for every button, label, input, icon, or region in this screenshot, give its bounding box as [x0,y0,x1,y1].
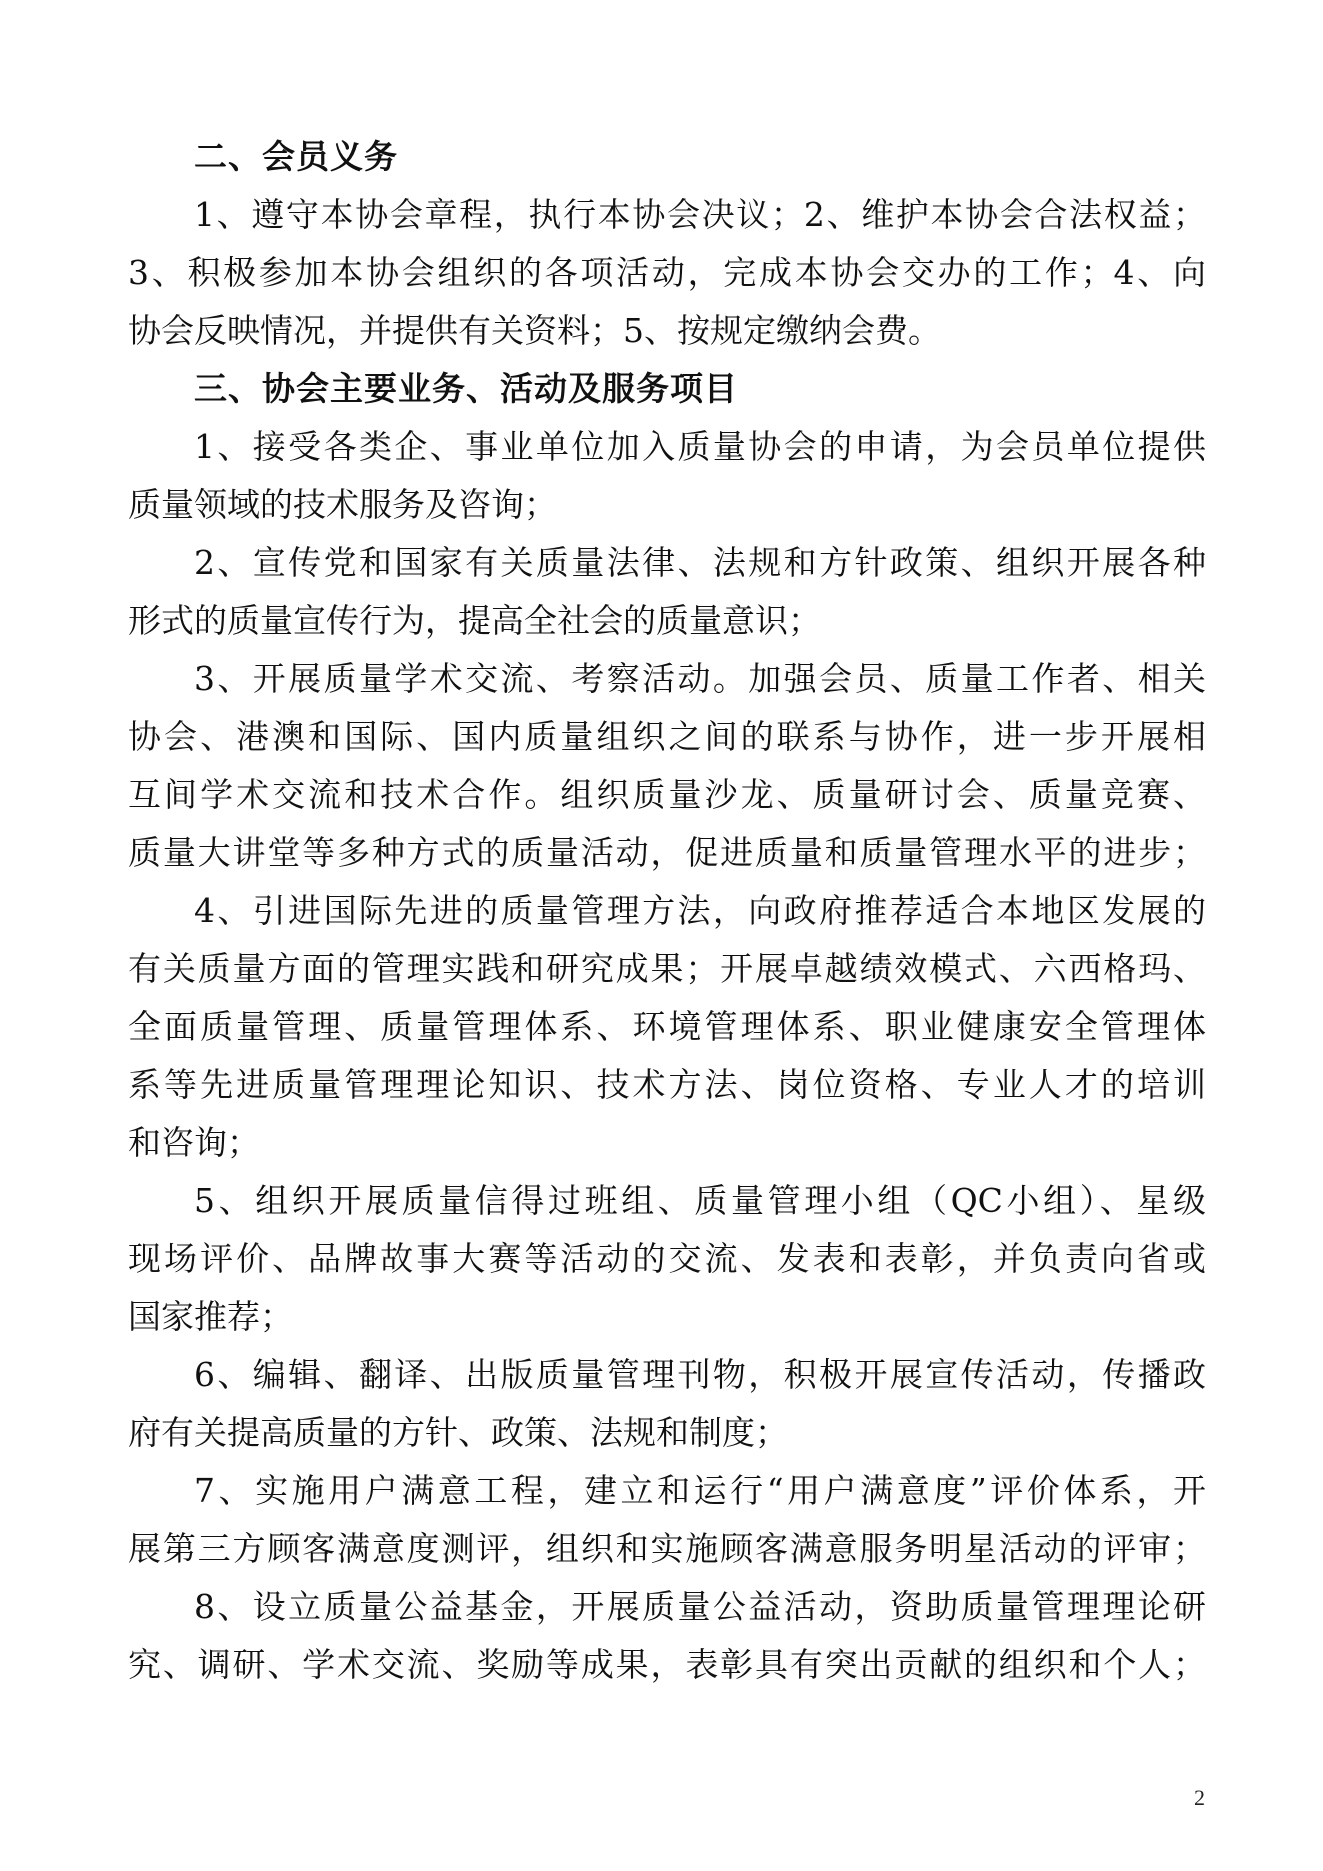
text-line: 府有关提高质量的方针、政策、法规和制度； [128,1413,788,1452]
text-line: 协会反映情况，并提供有关资料；5、按规定缴纳会费。 [128,311,941,350]
text-line: 有关质量方面的管理实践和研究成果；开展卓越绩效模式、六西格玛、 [128,949,1206,988]
list-item-1 [128,418,1206,534]
text-line: 3、积极参加本协会组织的各项活动，完成本协会交办的工作；4、向 [128,253,1206,292]
list-item-7 [128,1462,1206,1578]
text-line: 展第三方顾客满意度测评，组织和实施顾客满意服务明星活动的评审； [128,1529,1206,1568]
text-line: 5、组织开展质量信得过班组、质量管理小组（QC小组）、星级 [194,1181,1206,1220]
text-line: 协会、港澳和国际、国内质量组织之间的联系与协作，进一步开展相 [128,717,1206,756]
text-line: 7、实施用户满意工程，建立和运行“用户满意度”评价体系，开 [194,1471,1206,1510]
text-line: 互间学术交流和技术合作。组织质量沙龙、质量研讨会、质量竞赛、 [128,775,1206,814]
text-line: 6、编辑、翻译、出版质量管理刊物，积极开展宣传活动，传播政 [194,1355,1206,1394]
text-line: 质量领域的技术服务及咨询； [128,485,557,524]
text-line: 质量大讲堂等多种方式的质量活动，促进质量和质量管理水平的进步； [128,833,1206,872]
section-heading-main-business: 三、协会主要业务、活动及服务项目 [194,369,738,408]
paragraph-member-obligations [128,186,1206,360]
list-item-6 [128,1346,1206,1462]
text-line: 8、设立质量公益基金，开展质量公益活动，资助质量管理理论研 [194,1587,1206,1626]
text-line: 形式的质量宣传行为，提高全社会的质量意识； [128,601,821,640]
text-line: 1、遵守本协会章程，执行本协会决议；2、维护本协会合法权益； [194,195,1206,234]
text-line: 和咨询； [128,1123,260,1162]
text-line: 究、调研、学术交流、奖励等成果，表彰具有突出贡献的组织和个人； [128,1645,1206,1684]
list-item-8 [128,1578,1206,1694]
list-item-5 [128,1172,1206,1346]
text-line: 系等先进质量管理理论知识、技术方法、岗位资格、专业人才的培训 [128,1065,1206,1104]
text-line: 1、接受各类企、事业单位加入质量协会的申请，为会员单位提供 [194,427,1206,466]
list-item-4 [128,882,1206,1172]
text-line: 3、开展质量学术交流、考察活动。加强会员、质量工作者、相关 [194,659,1206,698]
list-item-2 [128,534,1206,650]
text-line: 全面质量管理、质量管理体系、环境管理体系、职业健康安全管理体 [128,1007,1206,1046]
section-heading-member-obligations: 二、会员义务 [194,137,398,176]
list-item-3 [128,650,1206,882]
text-line: 国家推荐； [128,1297,293,1336]
text-line: 2、宣传党和国家有关质量法律、法规和方针政策、组织开展各种 [194,543,1206,582]
text-line: 现场评价、品牌故事大赛等活动的交流、发表和表彰，并负责向省或 [128,1239,1206,1278]
text-line: 4、引进国际先进的质量管理方法，向政府推荐适合本地区发展的 [194,891,1206,930]
document-page [128,128,1206,1694]
page-number: 2 [1194,1785,1205,1810]
